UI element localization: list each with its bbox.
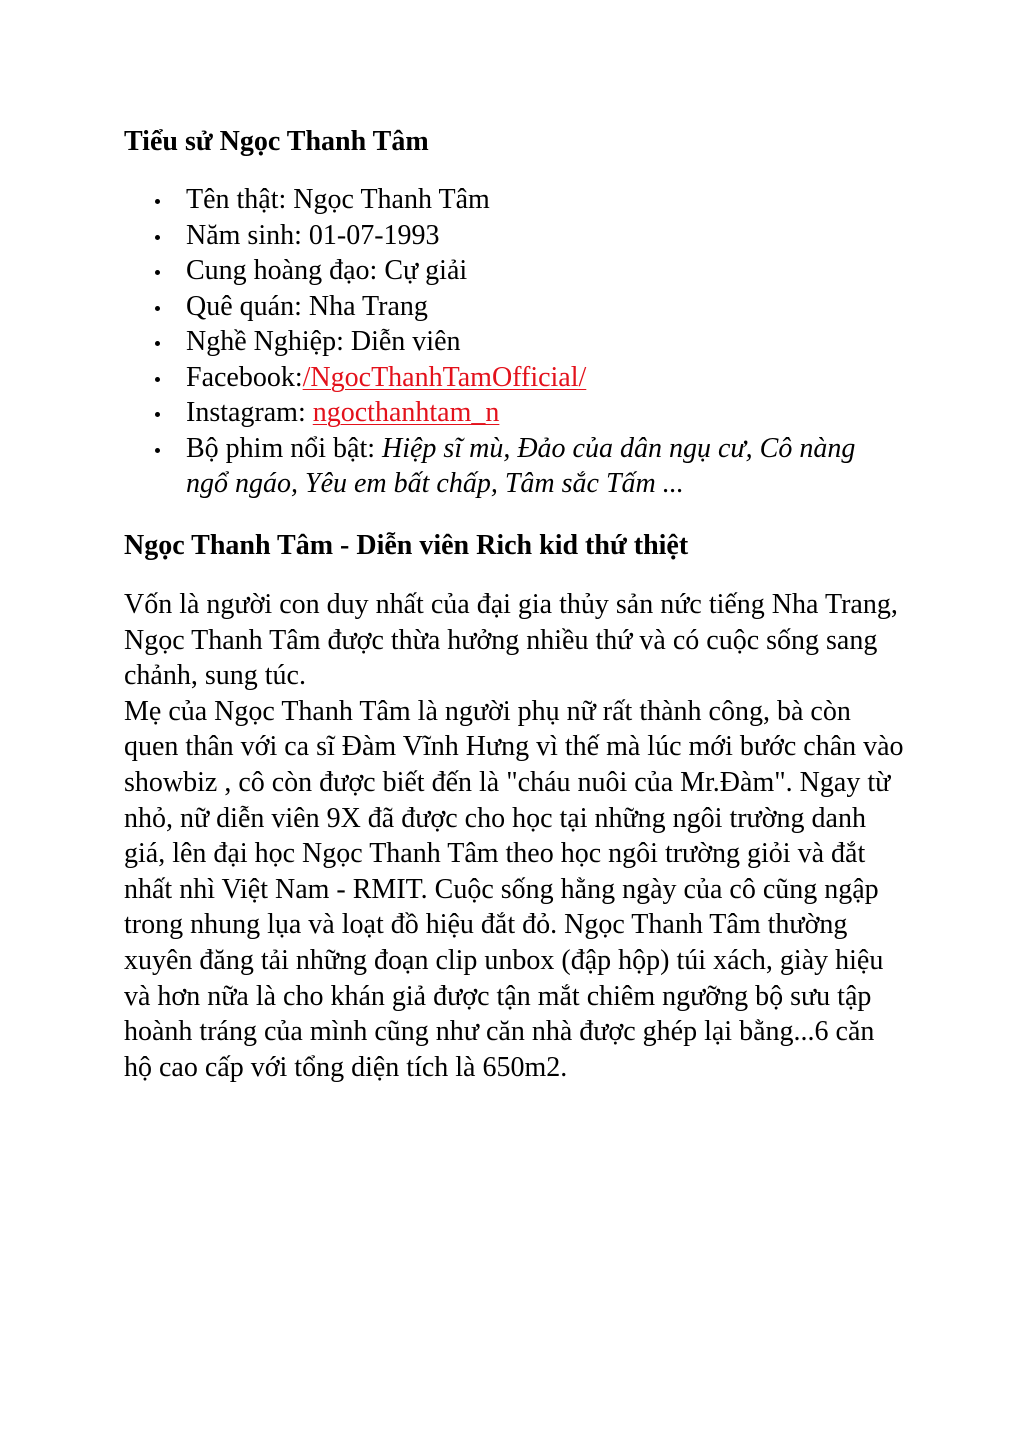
text-run: vì thế mà lúc mới bước chân vào xyxy=(529,731,904,763)
item-label: Năm sinh: xyxy=(186,219,309,251)
showbiz-link[interactable]: showbiz xyxy=(124,766,218,798)
list-item-notable-films xyxy=(124,431,904,502)
paragraph-2 xyxy=(124,694,904,1086)
list-item-hometown xyxy=(124,289,904,325)
item-label: Nghề Nghiệp: xyxy=(186,326,351,357)
career-heading: Ngọc Thanh Tâm - Diễn viên Rich kid thứ thiệt xyxy=(124,530,689,561)
dam-vinh-hung-link[interactable]: Đàm Vĩnh Hưng xyxy=(341,731,530,763)
paragraph-1 xyxy=(124,587,904,694)
item-value: Nha Trang xyxy=(308,290,428,322)
item-label: Tên thật: xyxy=(186,184,294,215)
biography-list xyxy=(124,182,904,502)
list-item-real-name xyxy=(124,182,904,218)
item-label: Quê quán: xyxy=(186,290,309,322)
item-label: Bộ phim nổi bật: xyxy=(186,432,382,464)
text-run: Mẹ của Ngọc Thanh Tâm là người phụ nữ rất thành công, bà còn quen thân với ca sĩ xyxy=(124,695,851,763)
item-label: Facebook: xyxy=(186,361,303,393)
item-value: Ngọc Thanh Tâm xyxy=(293,184,490,215)
item-value: Hiệp sĩ mù, Đảo của dân ngụ cư, Cô nàng ngổ ngáo, Yêu em bất chấp, Tâm sắc Tấm ... xyxy=(186,432,856,499)
item-label: Cung hoàng đạo: xyxy=(186,255,385,286)
text-run: , cô còn được biết đến là "cháu nuôi của Mr.Đàm". Ngay từ nhỏ, nữ diễn viên 9X đã được cho học tại những ngôi trường danh giá, lên đại học Ngọc Thanh Tâm theo học ngôi trường giỏi và đắt nhất nhì Việt Nam - RMIT. Cuộc sống hằng ngày của cô cũng ngập trong nhung lụa và loạt đồ hiệu đắt đỏ. Ngọc Thanh Tâm thường xuyên đăng tải những đoạn clip unbox (đập hộp) túi xách, giày hiệu và hơn nữa là cho khán giả được tận mắt chiêm ngưỡng bộ sưu tập hoành tráng của mình cũng như căn nhà được ghép lại bằng...6 căn hộ cao cấp với tổng diện tích là 650m2. xyxy=(124,766,891,1083)
text-run: Vốn là người con duy nhất của xyxy=(124,589,477,620)
item-value: Diễn viên xyxy=(350,326,461,357)
career-body xyxy=(124,587,904,1085)
item-value: 01-07-1993 xyxy=(308,219,440,251)
list-item-occupation xyxy=(124,324,904,360)
instagram-link[interactable]: ngocthanhtam_n xyxy=(312,397,500,428)
facebook-link[interactable]: /NgocThanhTamOfficial/ xyxy=(302,361,587,393)
item-label: Instagram: xyxy=(186,397,313,428)
dai-gia-link[interactable]: đại gia xyxy=(476,589,553,620)
list-item-zodiac xyxy=(124,253,904,289)
list-item-facebook xyxy=(124,360,904,396)
list-item-birth-year xyxy=(124,218,904,254)
item-value: Cự giải xyxy=(384,255,468,286)
biography-heading: Tiểu sử Ngọc Thanh Tâm xyxy=(124,126,429,157)
list-item-instagram xyxy=(124,395,904,431)
text-run: thủy sản nức tiếng Nha Trang, Ngọc Thanh Tâm được thừa hưởng nhiều thứ và có cuộc sống sang chảnh, sung túc. xyxy=(124,589,898,692)
